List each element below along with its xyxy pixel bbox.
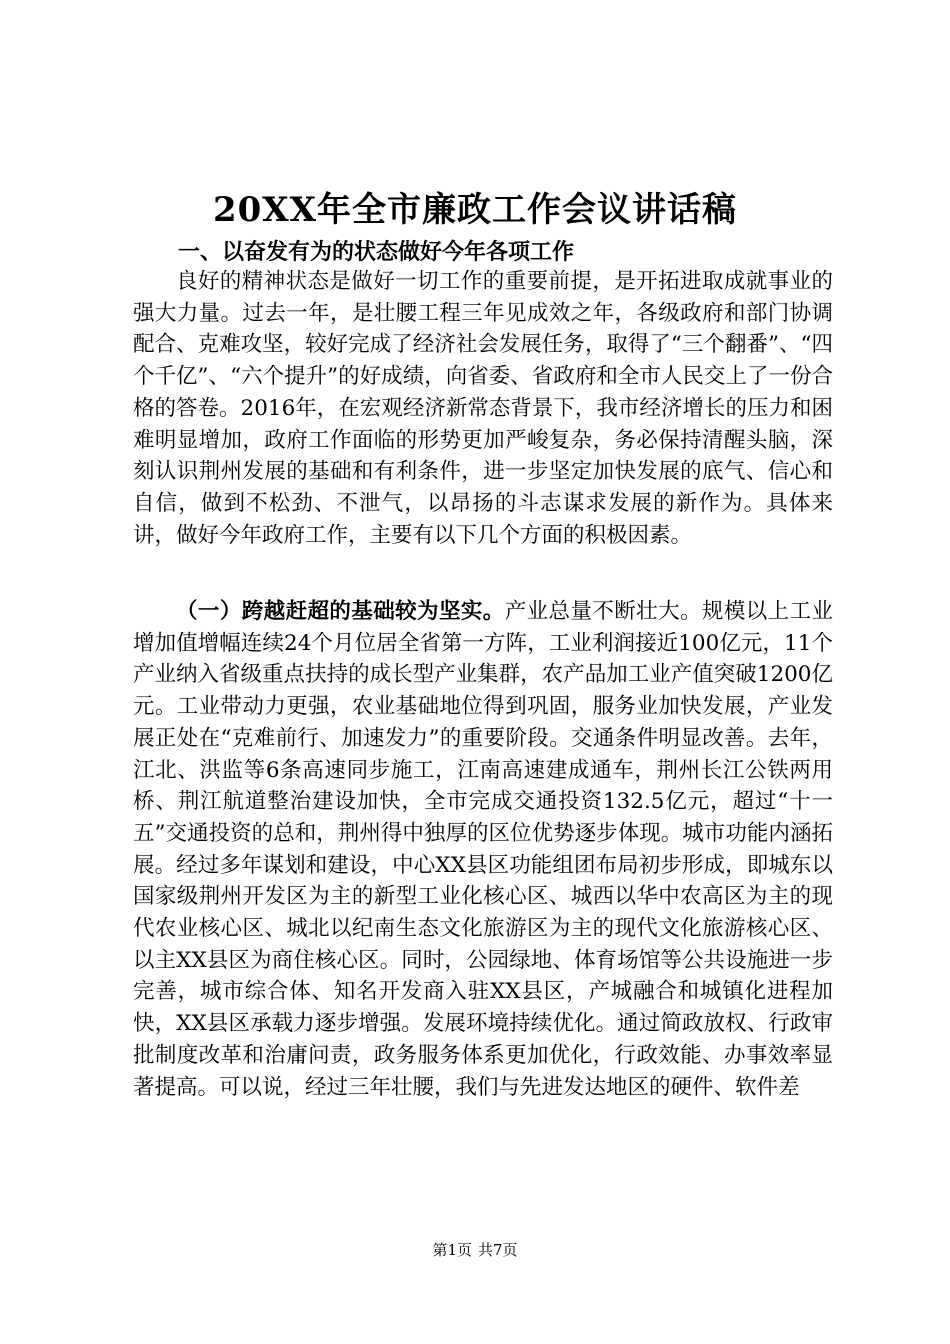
page-footer: [0, 1240, 950, 1260]
body-paragraph-2: [133, 596, 833, 1103]
subsection-heading: （一）跨越赶超的基础较为坚实。: [176, 599, 505, 624]
body-paragraph-1: 良好的精神状态是做好一切工作的重要前提，是开拓进取成就事业的强大力量。过去一年，是壮腰工程三年见成效之年，各级政府和部门协调配合、克难攻坚，较好完成了经济社会发展任务，取得了“三个翻番”、“四个千亿”、“六个提升”的好成绩，向省委、省政府和全市人民交上了一份合格的答卷。2016年，在宏观经济新常态背景下，我市经济增长的压力和困难明显增加，政府工作面临的形势更加严峻复杂，务必保持清醒头脑，深刻认识荆州发展的基础和有利条件，进一步坚定加快发展的底气、信心和自信，做到不松劲、不泄气，以昂扬的斗志谋求发展的新作为。具体来讲，做好今年政府工作，主要有以下几个方面的积极因素。: [133, 269, 833, 548]
page-total: 共7页: [478, 1241, 518, 1259]
page-number: 第1页: [432, 1241, 472, 1259]
section-heading: 一、以奋发有为的状态做好今年各项工作: [178, 239, 575, 265]
body-paragraph-2-text: 产业总量不断壮大。规模以上工业增加值增幅连续24个月位居全省第一方阵，工业利润接近100亿元，11个产业纳入省级重点扶持的成长型产业集群，农产品加工业产值突破1200亿元。工业带动力更强，农业基础地位得到巩固，服务业加快发展，产业发展正处在“克难前行、加速发力”的重要阶段。交通条件明显改善。去年，江北、洪监等6条高速同步施工，江南高速建成通车，荆州长江公铁两用桥、荆江航道整治建设加快，全市完成交通投资132.5亿元，超过“十一五”交通投资的总和，荆州得中独厚的区位优势逐步体现。城市功能内涵拓展。经过多年谋划和建设，中心XX县区功能组团布局初步形成，即城东以国家级荆州开发区为主的新型工业化核心区、城西以华中农高区为主的现代农业核心区、城北以纪南生态文化旅游区为主的现代文化旅游核心区、以主XX县区为商住核心区。同时，公园绿地、体育场馆等公共设施进一步完善，城市综合体、知名开发商入驻XX县区，产城融合和城镇化进程加快，XX县区承载力逐步增强。发展环境持续优化。通过简政放权、行政审批制度改革和治庸问责，政务服务体系更加优化，行政效能、办事效率显著提高。可以说，经过三年壮腰，我们与先进发达地区的硬件、软件差: [133, 599, 833, 1100]
document-title: 20XX年全市廉政工作会议讲话稿: [212, 190, 738, 230]
